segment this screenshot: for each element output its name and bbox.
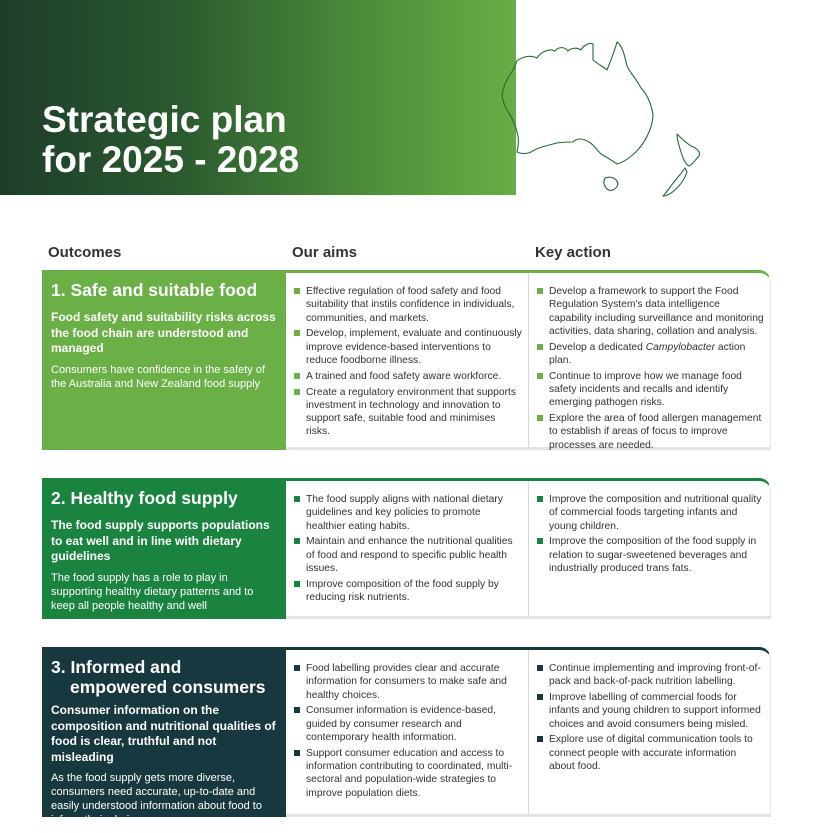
aim-item: Maintain and enhance the nutritional qualities of food and respond to specific public health issues. bbox=[293, 535, 522, 575]
aims-cell bbox=[286, 481, 529, 616]
action-item: Improve labelling of commercial foods for infants and young children to support informed choices and avoid consumers being misled. bbox=[536, 691, 764, 731]
aims-cell bbox=[286, 650, 529, 814]
action-item: Continue implementing and improving front-of-pack and back-of-pack nutrition labelling. bbox=[536, 662, 764, 689]
aim-item: Develop, implement, evaluate and continuously improve evidence-based interventions to reduce foodborne illness. bbox=[293, 327, 522, 367]
action-item: Continue to improve how we manage food safety incidents and recalls and identify emerging pathogen risks. bbox=[536, 370, 764, 410]
outcome-subtitle: The food supply supports populations to eat well and in line with dietary guidelines bbox=[51, 518, 270, 563]
aim-item: Improve composition of the food supply by reducing risk nutrients. bbox=[293, 578, 522, 605]
actions-cell bbox=[529, 650, 770, 814]
outcome-title-line-1: 3. Informed and bbox=[51, 657, 182, 677]
action-item: Develop a framework to support the Food Regulation System's data intelligence capability including surveillance and monitoring activities, data sharing, collation and analysis. bbox=[536, 285, 764, 338]
action-item bbox=[536, 341, 764, 368]
outcome-description: Consumers have confidence in the safety of the Australia and New Zealand food supply bbox=[51, 363, 266, 390]
outcome-description: The food supply has a role to play in supporting healthy dietary patterns and to keep all people healthy and well bbox=[51, 571, 254, 612]
aim-item: The food supply aligns with national dietary guidelines and key policies to promote healthier eating habits. bbox=[293, 493, 522, 533]
action-text: action plan. bbox=[549, 341, 746, 366]
action-item: Explore the area of food allergen management to establish if areas of focus to improve processes are needed. bbox=[536, 412, 764, 452]
actions-cell bbox=[529, 273, 770, 451]
outcome-cell bbox=[42, 478, 286, 619]
column-header-outcomes: Outcomes bbox=[48, 244, 122, 261]
aim-item: Support consumer education and access to information contributing to coordinated, multi-sectoral and population-wide strategies to improve population diets. bbox=[293, 747, 522, 800]
aims-cell bbox=[286, 273, 529, 447]
column-header-aims: Our aims bbox=[292, 244, 358, 261]
action-item: Improve the composition and nutritional quality of commercial foods targeting infants and young children. bbox=[536, 493, 764, 533]
page-title-line-2: for 2025 - 2028 bbox=[42, 139, 300, 180]
page-title-line-1: Strategic plan bbox=[42, 99, 287, 140]
outcome-title: 2. Healthy food supply bbox=[51, 488, 238, 508]
header-banner bbox=[0, 0, 516, 195]
action-item: Explore use of digital communication tools to connect people with accurate information about food. bbox=[536, 733, 764, 773]
aim-item: Consumer information is evidence-based, guided by consumer research and contemporary health information. bbox=[293, 704, 522, 744]
actions-cell bbox=[529, 481, 770, 616]
outcome-cell bbox=[42, 647, 286, 826]
aim-item: Effective regulation of food safety and food suitability that instils confidence in individuals, communities, and markets. bbox=[293, 285, 522, 325]
outcome-row-1 bbox=[42, 270, 771, 450]
column-header-actions: Key action bbox=[535, 244, 611, 261]
outcome-row-2 bbox=[42, 478, 771, 619]
page-title bbox=[42, 100, 502, 180]
outcome-cell bbox=[42, 270, 286, 450]
action-text-italic: Campylobacter bbox=[645, 341, 715, 353]
australia-nz-map-icon bbox=[465, 38, 715, 198]
aim-item: Food labelling provides clear and accurate information for consumers to make safe and healthy choices. bbox=[293, 662, 522, 702]
action-item: Improve the composition of the food supply in relation to sugar-sweetened beverages and industrially produced trans fats. bbox=[536, 535, 764, 575]
outcome-title-line-2: empowered consumers bbox=[70, 677, 266, 697]
outcome-description: As the food supply gets more diverse, consumers need accurate, up-to-date and easily understood information about food to inform their choices bbox=[51, 772, 262, 826]
action-text: Develop a dedicated bbox=[549, 341, 646, 353]
outcome-title: 1. Safe and suitable food bbox=[51, 280, 258, 300]
aim-item: A trained and food safety aware workforce. bbox=[293, 370, 522, 383]
outcome-row-3 bbox=[42, 647, 771, 826]
outcome-subtitle: Consumer information on the composition and nutritional qualities of food is clear, truthful and not misleading bbox=[51, 703, 276, 764]
outcome-subtitle: Food safety and suitability risks across the food chain are understood and managed bbox=[51, 310, 276, 355]
aim-item: Create a regulatory environment that supports investment in technology and innovation to support safe, suitable food and minimises risks. bbox=[293, 386, 522, 439]
